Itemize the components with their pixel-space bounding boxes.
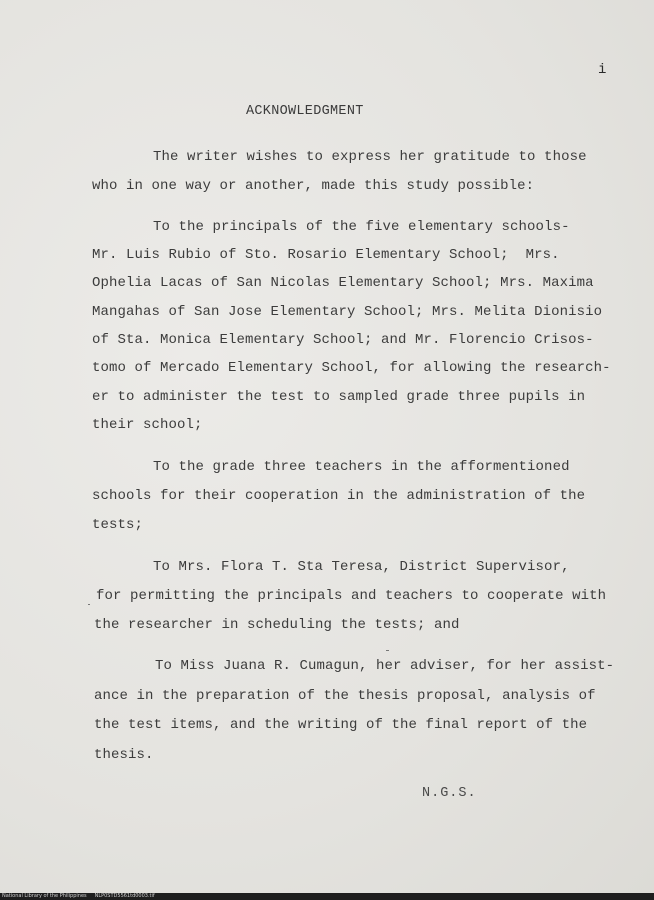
page-title: ACKNOWLEDGMENT [246,104,364,119]
paragraph-2-line-6: tomo of Mercado Elementary School, for allowing the research- [92,360,611,376]
author-initials: N.G.S. [422,786,477,801]
paragraph-4-line-3: the researcher in scheduling the tests; and [94,617,460,633]
paragraph-3-line-3: tests; [92,517,144,533]
paragraph-1-line-1: The writer wishes to express her gratitude to those [153,149,587,165]
paragraph-5-line-4: thesis. [94,747,154,763]
scan-footer-bar [0,893,654,900]
paragraph-2-line-5: of Sta. Monica Elementary School; and Mr. Florencio Crisos- [92,332,594,348]
scan-footer-text: National Library of the Philippines NLP0STD5561td0003.tif [2,893,155,899]
paragraph-5-line-3: the test items, and the writing of the final report of the [94,717,588,733]
paper-speck [386,650,389,651]
paragraph-5-line-2: ance in the preparation of the thesis proposal, analysis of [94,688,596,704]
paragraph-4-line-1: To Mrs. Flora T. Sta Teresa, District Supervisor, [153,559,570,575]
paragraph-2-line-2: Mr. Luis Rubio of Sto. Rosario Elementary School; Mrs. [92,247,560,263]
paragraph-2-line-7: er to administer the test to sampled grade three pupils in [92,389,586,405]
page-number: i [598,62,607,78]
paragraph-5-line-1: To Miss Juana R. Cumagun, her adviser, for her assist- [155,658,615,674]
paragraph-2-line-1: To the principals of the five elementary schools- [153,219,570,235]
paragraph-2-line-3: Ophelia Lacas of San Nicolas Elementary School; Mrs. Maxima [92,275,594,291]
paragraph-2-line-8: their school; [92,417,203,433]
paragraph-2-line-4: Mangahas of San Jose Elementary School; Mrs. Melita Dionisio [92,304,603,320]
paragraph-3-line-2: schools for their cooperation in the administration of the [92,488,586,504]
paper-speck [88,604,90,605]
paragraph-1-line-2: who in one way or another, made this study possible: [92,178,535,194]
paragraph-4-line-2: for permitting the principals and teachers to cooperate with [96,588,607,604]
paragraph-3-line-1: To the grade three teachers in the afformentioned [153,459,570,475]
